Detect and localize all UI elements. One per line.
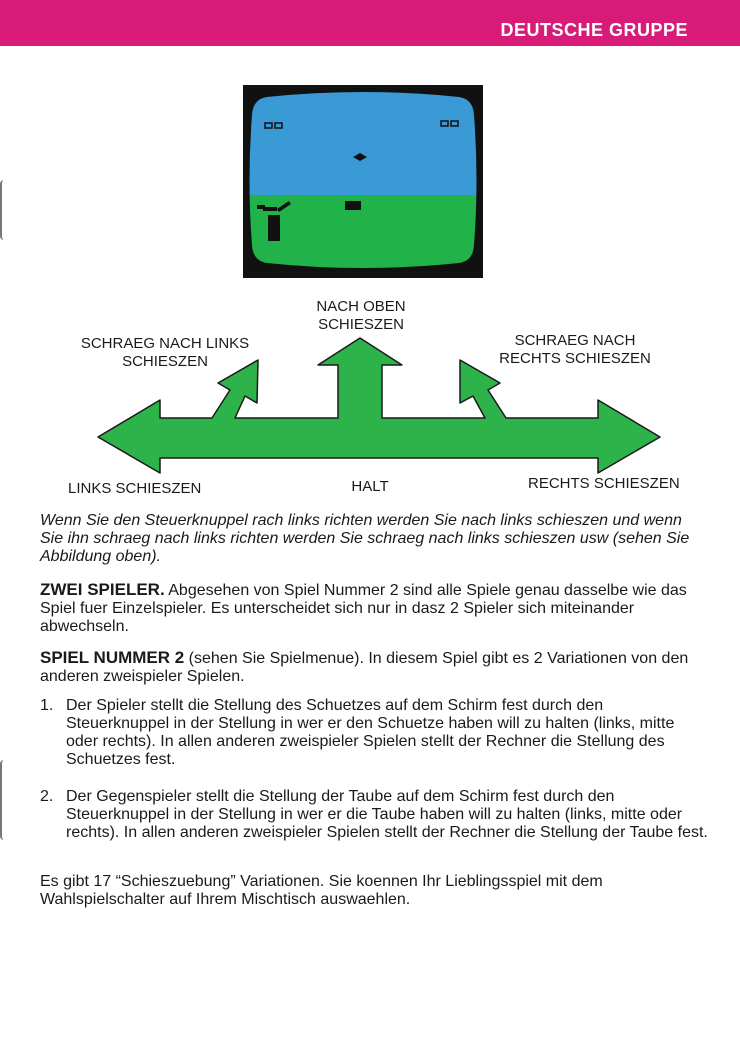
- joystick-direction-diagram: [60, 290, 710, 505]
- two-players-heading: ZWEI SPIELER.: [40, 580, 165, 599]
- sky: [243, 85, 483, 195]
- binder-ring: [0, 180, 10, 240]
- label-right: RECHTS SCHIESZEN: [528, 475, 680, 492]
- label-center: HALT: [351, 478, 389, 495]
- game-screenshot: [243, 85, 483, 278]
- label-up-right: SCHRAEG NACH RECHTS SCHIESZEN: [499, 332, 651, 367]
- game2-heading: SPIEL NUMMER 2: [40, 648, 185, 667]
- game2-text: (sehen Sie Spielmenue). In diesem Spiel gibt es 2 Variationen von den anderen zweispieler Spielen.: [40, 650, 689, 685]
- label-up: NACH OBEN SCHIESZEN: [316, 298, 406, 333]
- label-left: LINKS SCHIESZEN: [68, 480, 202, 497]
- closing-paragraph: Es gibt 17 “Schieszuebung” Variationen. Sie koennen Ihr Lieblingsspiel mit dem Wahlspielschalter auf Ihrem Mischtisch auswaehlen.: [40, 873, 603, 908]
- game2-paragraph: [40, 649, 708, 686]
- section-title: DEUTSCHE GRUPPE: [500, 20, 688, 40]
- header-bar: [0, 0, 740, 46]
- label-up-left: SCHRAEG NACH LINKS SCHIESZEN: [80, 335, 250, 370]
- binder-ring: [0, 760, 10, 840]
- target-block-icon: [345, 201, 361, 210]
- two-players-paragraph: [40, 581, 708, 636]
- two-players-text: Abgesehen von Spiel Nummer 2 sind alle Spiele genau dasselbe wie das Spiel fuer Einzelspieler. Es unterscheidet sich nur in dasz 2 Spieler sich miteinander abwechseln.: [40, 582, 687, 635]
- intro-paragraph: Wenn Sie den Steuerknuppel rach links richten werden Sie nach links schieszen und wenn Sie ihn schraeg nach links richten werden Sie schraeg nach links schieszen usw (sehen Sie Abbildung oben).: [40, 512, 690, 565]
